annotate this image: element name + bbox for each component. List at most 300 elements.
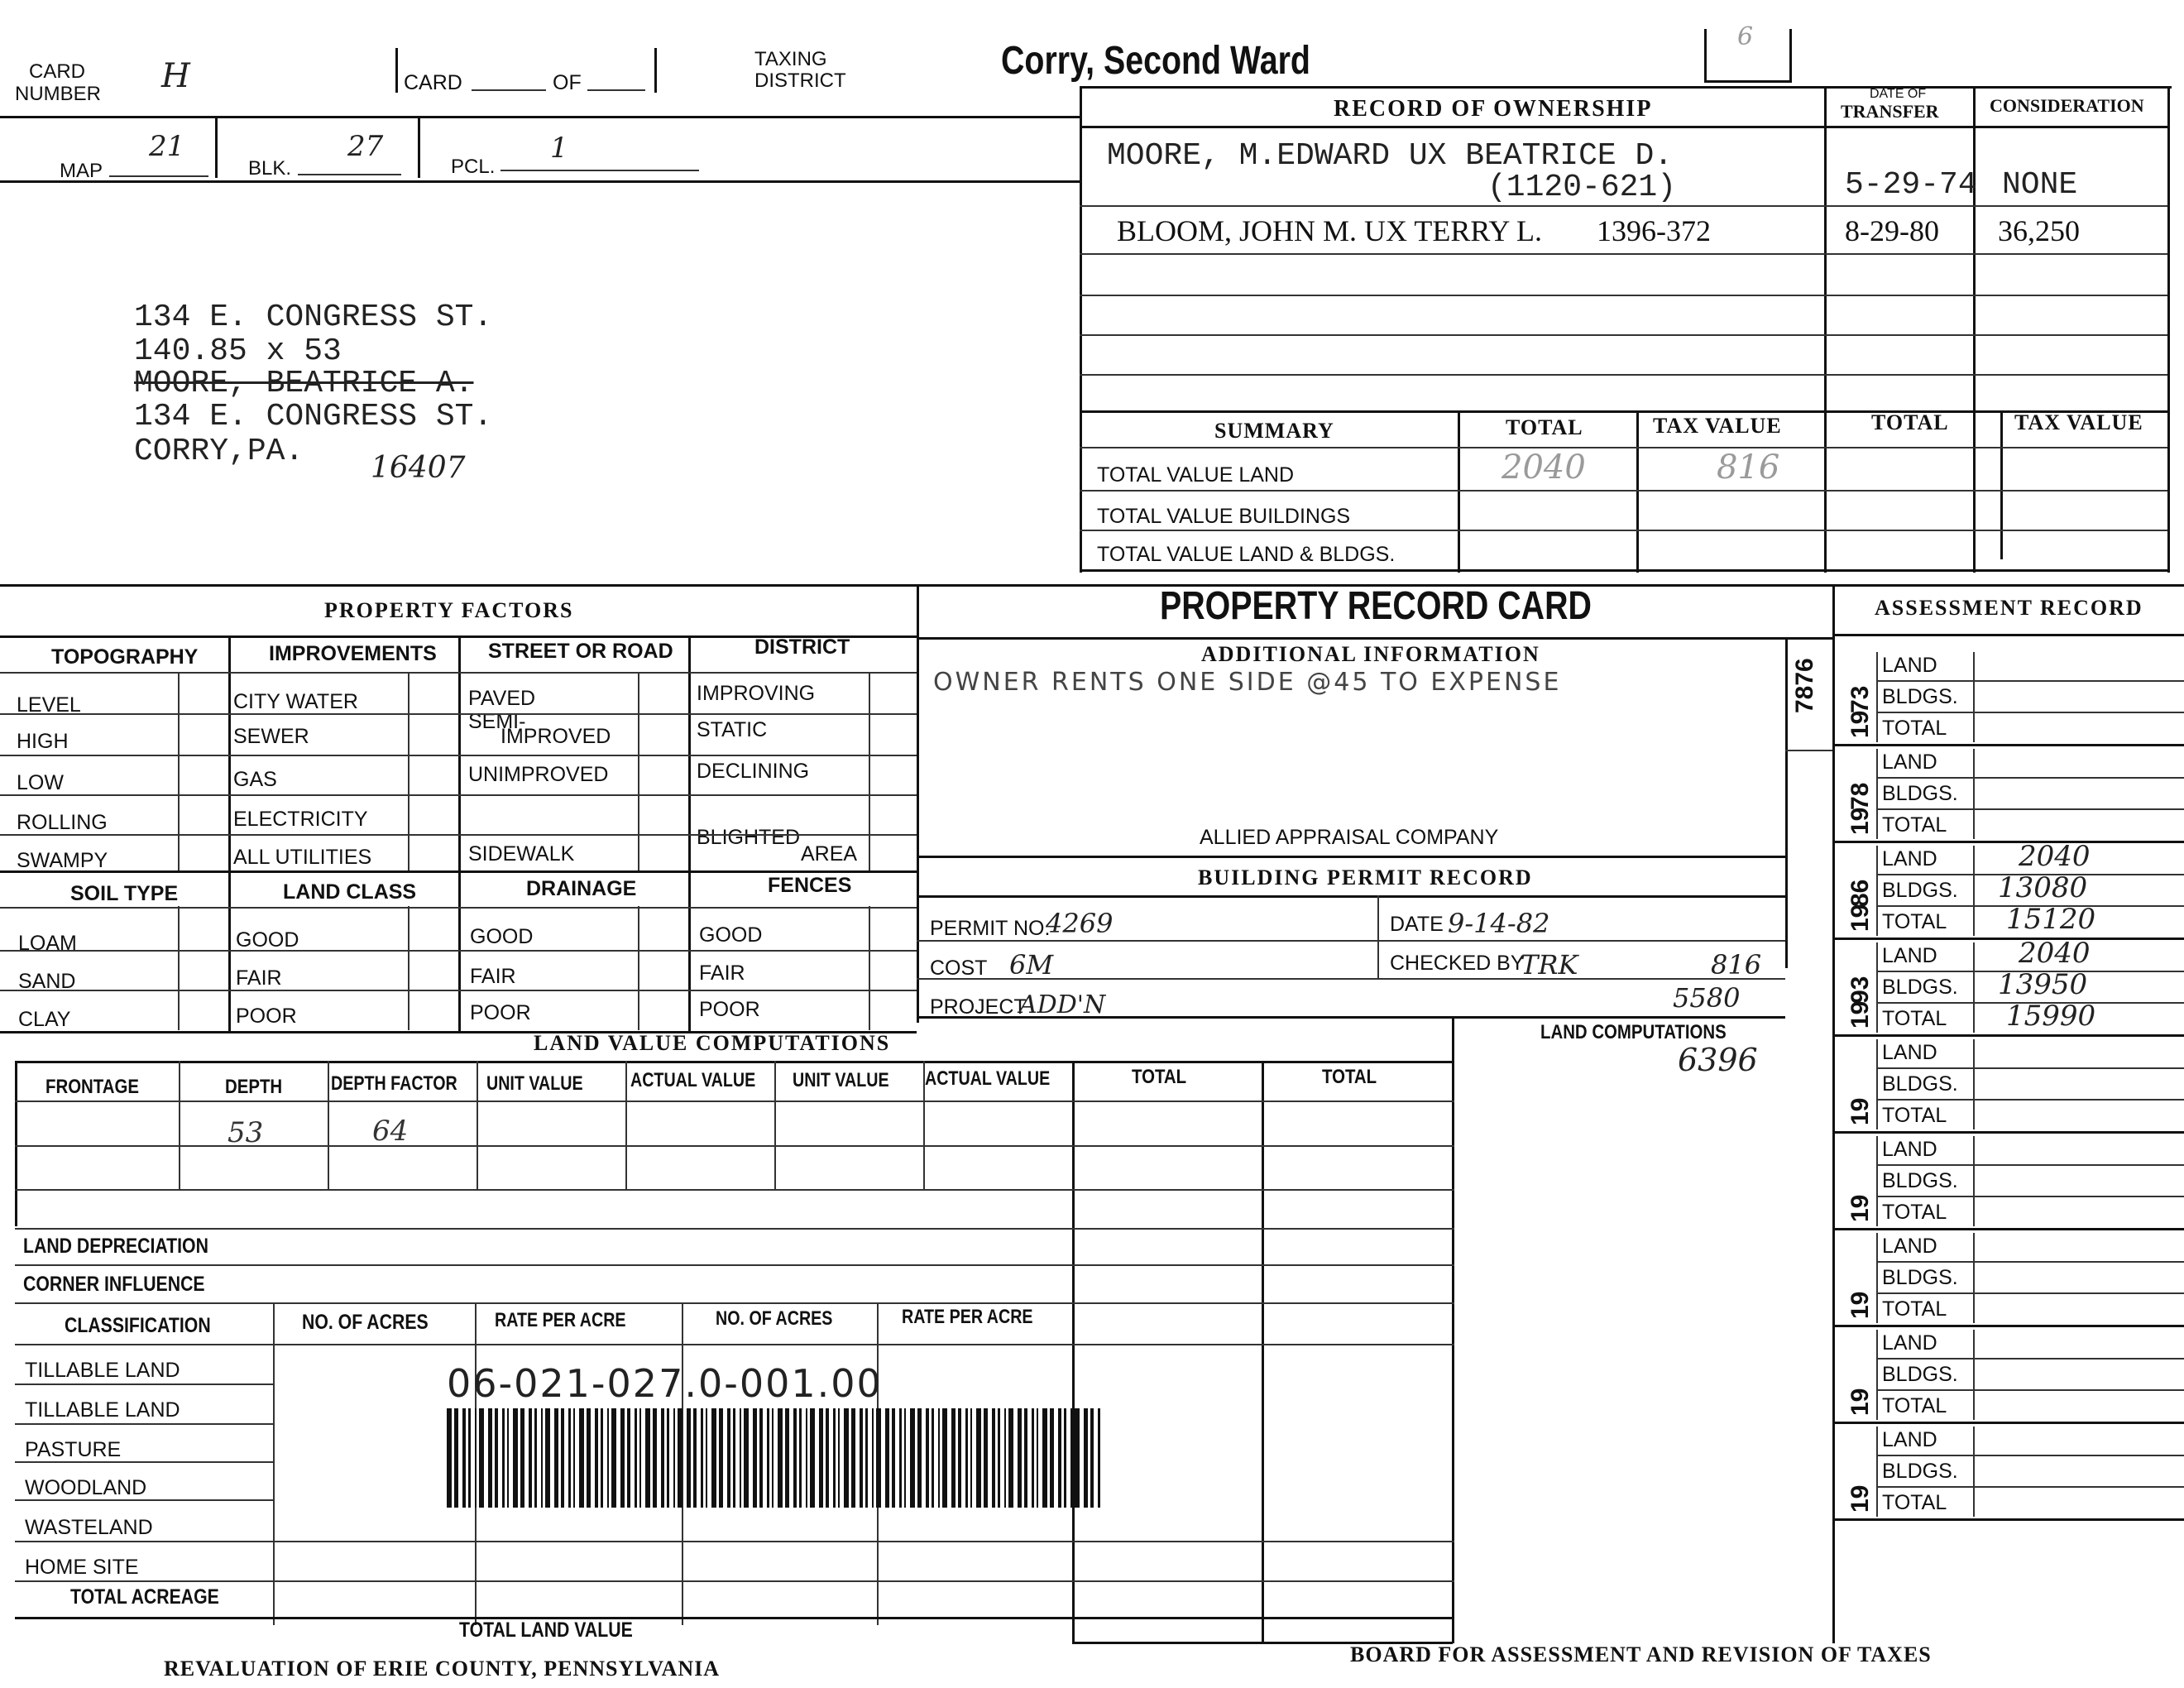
barcode-bar: [687, 1408, 691, 1508]
address-line-1: 134 E. CONGRESS ST.: [134, 300, 493, 335]
land-class-good: GOOD: [236, 928, 299, 952]
barcode-bar: [607, 1408, 609, 1508]
barcode-bar: [1018, 1408, 1022, 1508]
assessment-land-label: LAND: [1882, 847, 1937, 870]
barcode-bar: [876, 1408, 881, 1508]
barcode-bar: [468, 1408, 471, 1508]
assessment-year-divider: [1876, 1039, 1878, 1129]
land-class-fair: FAIR: [236, 966, 282, 990]
assessment-bldgs-label: BLDGS.: [1882, 1363, 1958, 1386]
impr-sewer: SEWER: [233, 725, 309, 748]
barcode-bar: [799, 1408, 802, 1508]
assessment-row-rule: [1876, 1067, 2184, 1069]
col-unit-value-2: UNIT VALUE: [793, 1069, 889, 1091]
owner-1-name: MOORE, M.EDWARD UX BEATRICE D.: [1107, 138, 1674, 174]
assessment-total-label: TOTAL: [1882, 1201, 1947, 1224]
card-number-label: CARD: [29, 60, 86, 83]
assessment-total-label: TOTAL: [1882, 1491, 1947, 1514]
drainage-fair: FAIR: [470, 965, 516, 988]
summary-total-header: TOTAL: [1506, 415, 1583, 439]
barcode-bar: [541, 1408, 543, 1508]
barcode-bar: [1084, 1408, 1088, 1508]
soil-clay: CLAY: [18, 1008, 71, 1031]
parcel-id: 06-021-027.0-001.00: [447, 1361, 883, 1406]
barcode-bar: [1024, 1408, 1027, 1508]
footer-left: REVALUATION OF ERIE COUNTY, PENNSYLVANIA: [164, 1657, 721, 1681]
barcode-bar: [785, 1408, 789, 1508]
assessment-block-rule: [1832, 1422, 2184, 1424]
impr-electricity: ELECTRICITY: [233, 808, 368, 831]
barcode-bar: [1037, 1408, 1038, 1508]
assessment-row-rule: [1876, 1358, 2184, 1360]
assessment-year-prefix: 19: [1846, 1291, 1874, 1319]
barcode-bar: [678, 1408, 682, 1508]
barcode-bar: [926, 1408, 929, 1508]
assessment-total-label: TOTAL: [1882, 1104, 1947, 1127]
assessment-year: 93: [1846, 976, 1874, 1004]
appraiser-name: ALLIED APPRAISAL COMPANY: [1200, 826, 1499, 849]
assessment-year-divider: [1876, 1233, 1878, 1323]
card-number-value: H: [161, 57, 190, 95]
assessment-row-rule: [1876, 1261, 2184, 1263]
checked-by-value: TRK: [1521, 949, 1578, 981]
assessment-year-prefix: 19: [1846, 1097, 1874, 1125]
barcode-bar: [1004, 1408, 1006, 1508]
barcode-bar: [778, 1408, 783, 1508]
barcode-bar: [998, 1408, 1000, 1508]
assessment-total-label: TOTAL: [1882, 1007, 1947, 1030]
assessment-year-prefix: 19: [1846, 1000, 1874, 1029]
assessment-total-value: 15990: [2006, 1000, 2096, 1033]
cost-value: 6M: [1009, 949, 1054, 981]
assessment-label-divider: [1973, 846, 1975, 936]
barcode-bar: [938, 1408, 940, 1508]
street-improved: IMPROVED: [500, 725, 611, 748]
barcode-bar: [645, 1408, 650, 1508]
assessment-block-rule: [1832, 744, 2184, 746]
barcode-bar: [479, 1408, 484, 1508]
barcode-bar: [806, 1408, 807, 1508]
barcode-bar: [885, 1408, 889, 1508]
address-line-5: CORRY,PA.: [134, 434, 304, 469]
barcode-bar: [976, 1408, 981, 1508]
assessment-year-divider: [1876, 749, 1878, 839]
street-unimproved: UNIMPROVED: [468, 763, 609, 786]
street-semi: SEMI-: [468, 710, 526, 733]
barcode-bar: [627, 1408, 630, 1508]
date-header-small: DATE OF: [1870, 87, 1927, 101]
address-zip: 16407: [371, 451, 466, 485]
land-computations-label: LAND COMPUTATIONS: [1540, 1021, 1727, 1043]
barcode-bar: [899, 1408, 902, 1508]
assessment-label-divider: [1973, 1233, 1975, 1323]
barcode-bar: [759, 1408, 763, 1508]
class-tillable-2: TILLABLE LAND: [25, 1398, 180, 1422]
barcode-bar: [892, 1408, 895, 1508]
assessment-year-divider: [1876, 1427, 1878, 1517]
assessment-label-divider: [1973, 1136, 1975, 1226]
barcode-bar: [639, 1408, 641, 1508]
fences-good: GOOD: [699, 923, 763, 947]
barcode-bar: [958, 1408, 961, 1508]
corner-box-mark: 6: [1737, 22, 1754, 51]
assessment-land-value: 2040: [2019, 840, 2091, 873]
summary-tax-header: TAX VALUE: [1653, 414, 1782, 438]
assessment-row-rule: [1876, 808, 2184, 810]
barcode-bar: [475, 1408, 477, 1508]
assessment-land-label: LAND: [1882, 654, 1937, 677]
parcel-barcode: [447, 1408, 1104, 1516]
assessment-year-prefix: 19: [1846, 1194, 1874, 1222]
project-number: 5580: [1673, 982, 1741, 1014]
map-value: 21: [149, 130, 185, 163]
permit-date-value: 9-14-82: [1448, 908, 1550, 939]
assessment-block-rule: [1832, 1325, 2184, 1327]
summary-title: SUMMARY: [1214, 419, 1334, 443]
total-acreage-label: TOTAL ACREAGE: [70, 1585, 219, 1609]
barcode-bar: [513, 1408, 518, 1508]
barcode-bar: [753, 1408, 757, 1508]
assessment-row-rule: [1876, 777, 2184, 779]
district-name: Corry, Second Ward: [1001, 39, 1310, 83]
barcode-bar: [667, 1408, 669, 1508]
checked-by-label: CHECKED BY: [1390, 952, 1525, 975]
assessment-bldgs-label: BLDGS.: [1882, 1169, 1958, 1192]
ownership-title: RECORD OF OWNERSHIP: [1334, 96, 1653, 122]
assessment-row-rule: [1876, 1164, 2184, 1166]
improvements-header: IMPROVEMENTS: [269, 642, 437, 665]
land-computations-value: 6396: [1678, 1042, 1758, 1078]
land-class-header: LAND CLASS: [283, 880, 417, 904]
assessment-row-rule: [1876, 712, 2184, 713]
rate-header-2: RATE PER ACRE: [902, 1306, 1033, 1328]
assessment-year-divider: [1876, 1330, 1878, 1420]
class-tillable-1: TILLABLE LAND: [25, 1359, 180, 1382]
assessment-label-divider: [1973, 1039, 1975, 1129]
card-label: CARD: [404, 71, 462, 94]
owner-2-name: BLOOM, JOHN M. UX TERRY L.: [1117, 214, 1543, 247]
fences-poor: POOR: [699, 998, 760, 1021]
barcode-bar: [554, 1408, 558, 1508]
barcode-bar: [447, 1408, 452, 1508]
barcode-bar: [992, 1408, 995, 1508]
class-woodland: WOODLAND: [25, 1476, 147, 1499]
assessment-land-label: LAND: [1882, 1235, 1937, 1258]
assessment-bldgs-label: BLDGS.: [1882, 976, 1958, 999]
barcode-bar: [587, 1408, 591, 1508]
barcode-bar: [793, 1408, 797, 1508]
barcode-bar: [1075, 1408, 1080, 1508]
barcode-bar: [545, 1408, 550, 1508]
barcode-bar: [635, 1408, 637, 1508]
assessment-block-rule: [1832, 938, 2184, 940]
barcode-bar: [1008, 1408, 1013, 1508]
barcode-bar: [733, 1408, 735, 1508]
property-factors-title: PROPERTY FACTORS: [324, 598, 574, 622]
assessment-land-label: LAND: [1882, 1331, 1937, 1355]
topo-high: HIGH: [17, 730, 69, 753]
owner-2-consideration: 36,250: [1998, 214, 2080, 247]
barcode-bar: [844, 1408, 849, 1508]
impr-all-utilities: ALL UTILITIES: [233, 846, 372, 869]
barcode-bar: [1058, 1408, 1061, 1508]
assessment-bldgs-value: 13950: [1998, 968, 2088, 1001]
assessment-total-value: 15120: [2006, 903, 2096, 936]
assessment-block-rule: [1832, 841, 2184, 843]
rate-header: RATE PER ACRE: [495, 1309, 626, 1331]
street-header: STREET OR ROAD: [488, 640, 673, 663]
barcode-bar: [1050, 1408, 1054, 1508]
barcode-bar: [561, 1408, 564, 1508]
assessment-row-rule: [1876, 1196, 2184, 1197]
barcode-bar: [838, 1408, 840, 1508]
assessment-year: 86: [1846, 879, 1874, 907]
col-frontage: FRONTAGE: [46, 1076, 139, 1098]
blk-label: BLK.: [248, 157, 292, 180]
barcode-bar: [601, 1408, 603, 1508]
barcode-bar: [579, 1408, 584, 1508]
total-land-value-label: TOTAL LAND VALUE: [459, 1618, 633, 1642]
barcode-bar: [740, 1408, 741, 1508]
barcode-bar: [507, 1408, 509, 1508]
assessment-total-label: TOTAL: [1882, 910, 1947, 933]
col-depth: DEPTH: [225, 1076, 283, 1098]
district-improving: IMPROVING: [697, 682, 816, 705]
assessment-bldgs-label: BLDGS.: [1882, 1072, 1958, 1096]
barcode-bar: [767, 1408, 769, 1508]
assessment-label-divider: [1973, 749, 1975, 839]
assessment-row-rule: [1876, 1455, 2184, 1456]
district-area: AREA: [801, 842, 858, 866]
barcode-bar: [462, 1408, 466, 1508]
barcode-bar: [744, 1408, 749, 1508]
barcode-bar: [529, 1408, 532, 1508]
barcode-bar: [502, 1408, 505, 1508]
assessment-year-prefix: 19: [1846, 1484, 1874, 1513]
barcode-bar: [826, 1408, 829, 1508]
soil-sand: SAND: [18, 970, 76, 993]
additional-info-text: OWNER RENTS ONE SIDE @45 TO EXPENSE: [933, 668, 1562, 697]
owner-2-deed: 1396-372: [1597, 214, 1711, 247]
assessment-total-label: TOTAL: [1882, 1297, 1947, 1321]
owner-1-deed: (1120-621): [1487, 170, 1677, 205]
summary-land-label: TOTAL VALUE LAND: [1097, 463, 1295, 487]
project-label: PROJECT: [930, 995, 1027, 1019]
assessment-bldgs-label: BLDGS.: [1882, 1460, 1958, 1483]
district-static: STATIC: [697, 718, 768, 741]
side-number: 7876: [1791, 658, 1818, 713]
barcode-bar: [910, 1408, 915, 1508]
barcode-bar: [620, 1408, 625, 1508]
soil-loam: LOAM: [18, 932, 77, 955]
topo-swampy: SWAMPY: [17, 849, 108, 872]
col-actual-value-2: ACTUAL VALUE: [925, 1067, 1051, 1090]
assessment-land-label: LAND: [1882, 1428, 1937, 1451]
assessment-year-prefix: 19: [1846, 1388, 1874, 1416]
assessment-block-rule: [1832, 1518, 2184, 1521]
assessment-year-prefix: 19: [1846, 710, 1874, 738]
assessment-bldgs-value: 13080: [1998, 871, 2088, 904]
barcode-bar: [653, 1408, 657, 1508]
assessment-title: ASSESSMENT RECORD: [1875, 596, 2143, 620]
lv-depth: 53: [228, 1116, 264, 1149]
barcode-bar: [1032, 1408, 1034, 1508]
taxing-district-label: TAXING: [754, 48, 827, 70]
assessment-year-divider: [1876, 846, 1878, 936]
assessment-block-rule: [1832, 1131, 2184, 1134]
address-line-3: MOORE, BEATRICE A.: [134, 366, 474, 401]
blk-value: 27: [347, 130, 384, 163]
assessment-row-rule: [1876, 680, 2184, 682]
barcode-bar: [711, 1408, 716, 1508]
summary-land-tax: 816: [1717, 448, 1780, 487]
barcode-bar: [534, 1408, 537, 1508]
corner-influence-label: CORNER INFLUENCE: [23, 1273, 205, 1296]
land-depreciation-label: LAND DEPRECIATION: [23, 1235, 208, 1258]
topo-rolling: ROLLING: [17, 811, 108, 834]
barcode-bar: [1090, 1408, 1094, 1508]
assessment-year-prefix: 19: [1846, 904, 1874, 932]
assessment-row-rule: [1876, 1292, 2184, 1294]
assessment-label-divider: [1973, 652, 1975, 742]
barcode-bar: [819, 1408, 823, 1508]
taxing-district-label-2: DISTRICT: [754, 70, 846, 92]
barcode-bar: [573, 1408, 575, 1508]
assessment-land-label: LAND: [1882, 750, 1937, 774]
assessment-total-label: TOTAL: [1882, 813, 1947, 837]
assessment-row-rule: [1876, 1099, 2184, 1101]
summary-tax-header-2: TAX VALUE: [2014, 410, 2143, 434]
summary-total-label: TOTAL VALUE LAND & BLDGS.: [1097, 543, 1396, 566]
permit-no-label: PERMIT NO.: [930, 917, 1051, 940]
summary-buildings-label: TOTAL VALUE BUILDINGS: [1097, 505, 1351, 528]
drainage-poor: POOR: [470, 1001, 531, 1024]
permit-date-label: DATE: [1390, 913, 1444, 936]
impr-water: CITY WATER: [233, 690, 358, 713]
topo-level: LEVEL: [17, 693, 81, 717]
classification-header: CLASSIFICATION: [65, 1314, 211, 1337]
barcode-bar: [488, 1408, 492, 1508]
barcode-bar: [701, 1408, 703, 1508]
of-label: OF: [553, 71, 582, 94]
assessment-total-label: TOTAL: [1882, 717, 1947, 740]
project-value: ADD'N: [1019, 990, 1106, 1019]
record-card-title: PROPERTY RECORD CARD: [1160, 584, 1592, 628]
barcode-bar: [965, 1408, 968, 1508]
assessment-land-value: 2040: [2019, 937, 2091, 970]
class-wasteland: WASTELAND: [25, 1516, 153, 1539]
assessment-year: 73: [1846, 685, 1874, 713]
barcode-bar: [904, 1408, 906, 1508]
owner-2-date: 8-29-80: [1845, 214, 1939, 247]
barcode-bar: [673, 1408, 675, 1508]
barcode-bar: [454, 1408, 458, 1508]
assessment-block-rule: [1832, 1228, 2184, 1230]
address-line-2: 140.85 x 53: [134, 333, 342, 369]
barcode-bar: [661, 1408, 664, 1508]
assessment-bldgs-label: BLDGS.: [1882, 879, 1958, 902]
cost-label: COST: [930, 957, 988, 980]
assessment-total-label: TOTAL: [1882, 1394, 1947, 1417]
barcode-bar: [932, 1408, 934, 1508]
barcode-bar: [810, 1408, 815, 1508]
footer-right: BOARD FOR ASSESSMENT AND REVISION OF TAXES: [1350, 1642, 1932, 1666]
barcode-bar: [942, 1408, 947, 1508]
land-class-poor: POOR: [236, 1005, 297, 1028]
card-number-label-2: NUMBER: [15, 83, 102, 105]
acres-header-2: NO. OF ACRES: [716, 1307, 833, 1330]
assessment-bldgs-label: BLDGS.: [1882, 1266, 1958, 1289]
col-total: TOTAL: [1132, 1066, 1187, 1088]
assessment-year-divider: [1876, 942, 1878, 1033]
consideration-header: CONSIDERATION: [1990, 95, 2144, 116]
pcl-label: PCL.: [451, 156, 496, 178]
assessment-label-divider: [1973, 942, 1975, 1033]
class-home-site: HOME SITE: [25, 1556, 139, 1579]
class-pasture: PASTURE: [25, 1438, 122, 1461]
assessment-bldgs-label: BLDGS.: [1882, 685, 1958, 708]
assessment-year-divider: [1876, 652, 1878, 742]
fences-fair: FAIR: [699, 961, 745, 985]
barcode-bar: [772, 1408, 774, 1508]
date-transfer-header: TRANSFER: [1841, 101, 1939, 122]
barcode-bar: [984, 1408, 988, 1508]
barcode-bar: [860, 1408, 863, 1508]
barcode-bar: [917, 1408, 922, 1508]
district-declining: DECLINING: [697, 760, 810, 783]
soil-header: SOIL TYPE: [70, 882, 179, 905]
additional-info-title: ADDITIONAL INFORMATION: [1201, 642, 1540, 666]
barcode-bar: [568, 1408, 571, 1508]
land-value-title: LAND VALUE COMPUTATIONS: [534, 1031, 891, 1055]
summary-total-header-2: TOTAL: [1871, 410, 1949, 434]
assessment-land-label: LAND: [1882, 944, 1937, 967]
barcode-bar: [1098, 1408, 1100, 1508]
impr-gas: GAS: [233, 768, 277, 791]
topo-low: LOW: [17, 771, 64, 794]
assessment-land-label: LAND: [1882, 1041, 1937, 1064]
street-sidewalk: SIDEWALK: [468, 842, 575, 866]
barcode-bar: [865, 1408, 868, 1508]
summary-land-total: 2040: [1502, 448, 1586, 487]
col-actual-value: ACTUAL VALUE: [630, 1069, 756, 1091]
barcode-bar: [719, 1408, 723, 1508]
barcode-bar: [520, 1408, 524, 1508]
checked-number: 816: [1711, 949, 1762, 981]
address-line-4: 134 E. CONGRESS ST.: [134, 399, 493, 434]
assessment-year-prefix: 19: [1846, 807, 1874, 835]
topography-header: TOPOGRAPHY: [51, 645, 199, 669]
drainage-good: GOOD: [470, 925, 534, 948]
assessment-label-divider: [1973, 1427, 1975, 1517]
map-label: MAP: [60, 160, 103, 182]
barcode-bar: [693, 1408, 697, 1508]
barcode-bar: [872, 1408, 874, 1508]
permit-no-value: 4269: [1046, 908, 1114, 939]
district-header: DISTRICT: [754, 635, 850, 659]
assessment-row-rule: [1876, 1389, 2184, 1391]
barcode-bar: [727, 1408, 730, 1508]
assessment-label-divider: [1973, 1330, 1975, 1420]
barcode-bar: [851, 1408, 855, 1508]
barcode-bar: [1070, 1408, 1072, 1508]
barcode-bar: [833, 1408, 836, 1508]
pcl-value: 1: [550, 132, 568, 165]
barcode-bar: [1064, 1408, 1066, 1508]
col-depth-factor: DEPTH FACTOR: [331, 1072, 457, 1095]
drainage-header: DRAINAGE: [526, 877, 637, 900]
assessment-year: 78: [1846, 782, 1874, 810]
